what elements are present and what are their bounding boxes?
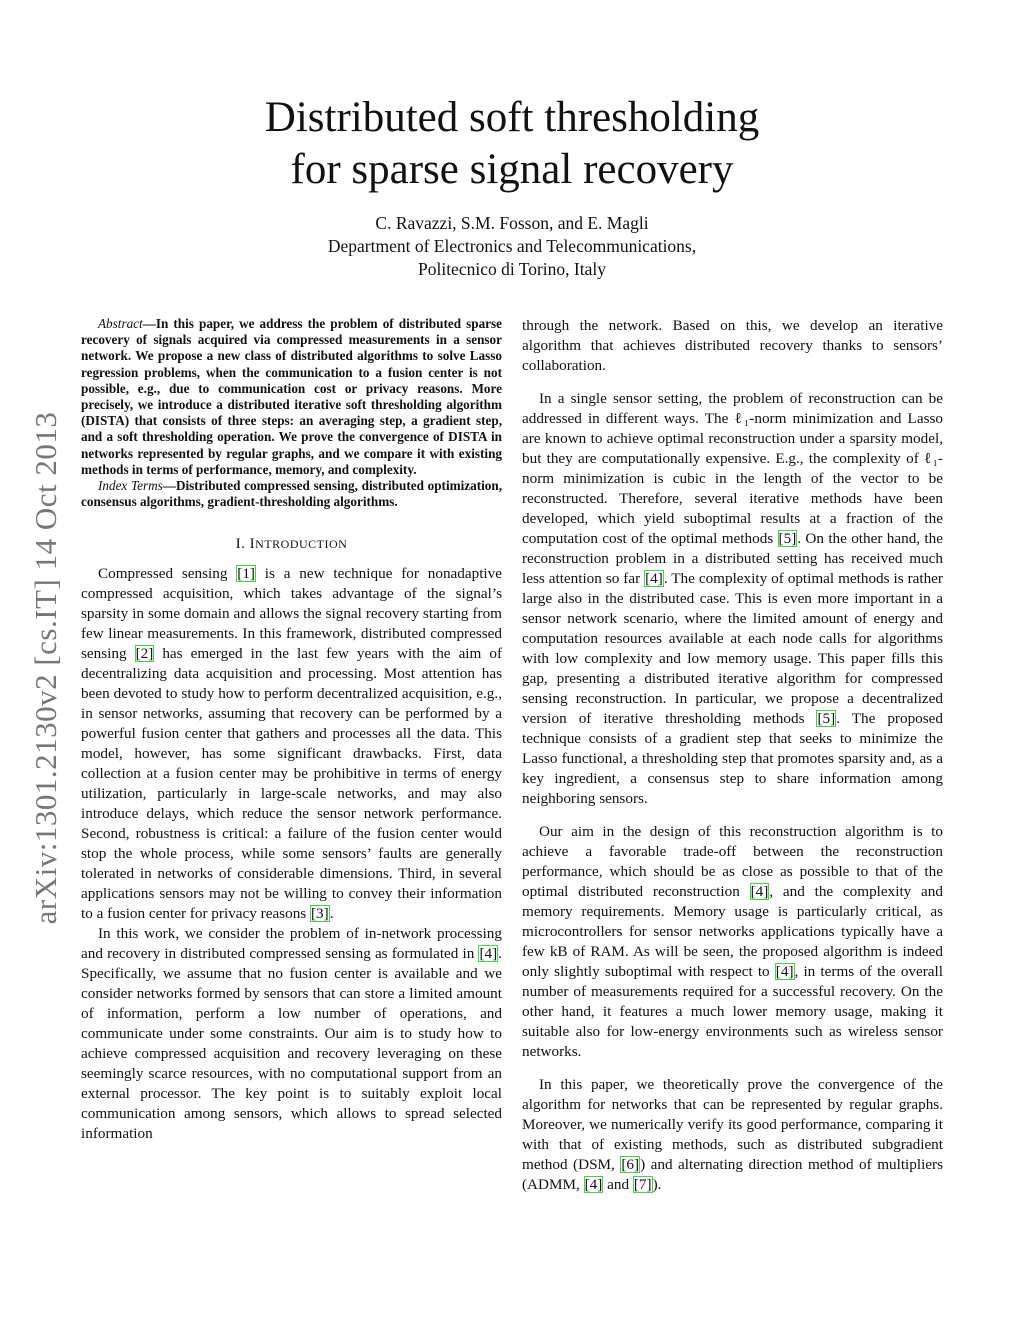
citation-link[interactable]: [5] — [778, 530, 797, 547]
citation-link[interactable]: [4] — [775, 963, 794, 980]
text-run: , in terms of the overall number of measurements required for a successful recovery. On the other hand, it features a much lower memory usage, making it suitable also for low-energy environments such as wireless sensor networks. — [522, 963, 943, 1060]
text-run: ) and alternating direction method of multipliers (ADMM, — [522, 1156, 944, 1193]
citation-link[interactable]: [4] — [584, 1176, 603, 1193]
text-run: In this paper, we theoretically prove the convergence of the algorithm for networks that can be represented by regular graphs. Moreover, we numerically verify its good performance, comparing it with that of existing methods, such as distributed subgradient method (DSM, — [522, 1076, 943, 1173]
author-institution: Politecnico di Torino, Italy — [417, 259, 606, 279]
text-run: In this work, we consider the problem of in-network processing and recovery in distributed compressed sensing as formulated in — [81, 925, 502, 963]
section-title-rest: NTRODUCTION — [255, 537, 348, 552]
index-terms-text: —Distributed compressed sensing, distributed optimization, consensus algorithms, gradient-thresholding algorithms. — [81, 478, 502, 510]
author-block — [0, 212, 1024, 281]
arxiv-stamp-text: arXiv:1301.2130v2 [cs.IT] 14 Oct 2013 — [28, 411, 63, 925]
index-terms — [81, 478, 502, 510]
abstract-text: —In this paper, we address the problem of distributed sparse recovery of signals acquired via compressed measurements in a sensor network. We propose a new class of distributed algorithms to solve Lasso regression problems, when the communication to a fusion center is not possible, e.g., due to communication cost or privacy reasons. More precisely, we introduce a distributed iterative soft thresholding algorithm (DISTA) that consists of three steps: an averaging step, a gradient step, and a soft thresholding operation. We prove the convergence of DISTA in networks represented by regular graphs, and we compare it with existing methods in terms of performance, memory, and complexity. — [81, 316, 502, 477]
text-run: Compressed sensing — [98, 565, 237, 583]
abstract-block — [81, 316, 502, 510]
text-run: . The complexity of optimal methods is rather large also in the distributed case. This is even more important in a sensor network scenario, where the limited amount of energy and computation resources available at each node calls for algorithms with low complexity and low memory usage. This paper fills this gap, presenting a distributed iterative algorithm for compressed sensing reconstruction. In particular, we propose a decentralized version of iterative thresholding methods — [522, 570, 943, 727]
arxiv-stamp — [26, 378, 66, 958]
text-run: ). — [652, 1176, 662, 1193]
section-title-initial: I — [249, 536, 256, 553]
abstract — [81, 316, 502, 478]
left-column — [81, 316, 502, 1144]
text-run: . — [329, 905, 334, 923]
text-run: In a single sensor setting, the problem of reconstruction can be addressed in different ways. The ℓ₁-norm minimization and Lasso are known to achieve optimal reconstruction under a sparsity model, but they are computationally expensive. E.g., the complexity of ℓ₁-norm minimization is cubic in the length of the vector to be reconstructed. Therefore, several iterative methods have been developed, which yield suboptimal results at a fraction of the computation cost of the optimal methods — [522, 390, 943, 547]
title-line-2: for sparse signal recovery — [290, 146, 734, 193]
index-terms-label: Index Terms — [98, 478, 163, 494]
text-run: is a new technique for nonadaptive compressed acquisition, which takes advantage of the signal’s sparsity in some domain and allows the signal recovery starting from few linear measurements. In this framework, distributed compressed sensing — [81, 565, 502, 663]
text-run: , and the complexity and memory requirements. Memory usage is particularly critical, as microcontrollers for sensor networks applications typically have a few kB of RAM. As will be seen, the proposed algorithm is indeed only slightly suboptimal with respect to — [522, 883, 943, 980]
text-run: and — [603, 1176, 633, 1193]
citation-link[interactable]: [4] — [645, 570, 663, 587]
right-column — [522, 316, 943, 1195]
intro-paragraph-4 — [522, 822, 943, 1062]
citation-link[interactable]: [2] — [135, 645, 154, 663]
title-line-1: Distributed soft thresholding — [264, 94, 760, 141]
intro-paragraph-5 — [522, 1075, 943, 1195]
citation-link[interactable]: [4] — [479, 945, 498, 963]
paper-title — [0, 92, 1024, 196]
text-run: . Specifically, we assume that no fusion center is available and we consider networks formed by sensors that can store a limited amount of information, perform a low number of operations, and communicate under some constraints. Our aim is to study how to achieve compressed acquisition and recovery leveraging on these seemingly scarce resources, with no computational support from an external processor. The key point is to suitably exploit local communication among sensors, which allows to spread selected information — [81, 945, 502, 1143]
text-run: . The proposed technique consists of a gradient step that seeks to minimize the Lasso functional, a thresholding step that promotes sparsity and, as a key ingredient, a consensus step to share information among neighboring sensors. — [522, 710, 944, 807]
citation-link[interactable]: [7] — [633, 1176, 652, 1193]
intro-paragraph-2 — [81, 924, 502, 1144]
text-run: . On the other hand, the reconstruction problem in a distributed setting has received much less attention so far — [522, 530, 943, 587]
section-heading-introduction — [81, 534, 502, 554]
citation-link[interactable]: [4] — [750, 883, 769, 900]
author-department: Department of Electronics and Telecommunications, — [327, 236, 697, 256]
intro-paragraph-1 — [81, 564, 502, 924]
intro-paragraph-2-continued: through the network. Based on this, we develop an iterative algorithm that achieves distributed recovery thanks to sensors’ collaboration. — [522, 317, 943, 374]
citation-link[interactable]: [3] — [311, 905, 329, 923]
section-number: I. — [235, 536, 246, 553]
abstract-label: Abstract — [98, 316, 143, 331]
citation-link[interactable]: [6] — [621, 1156, 640, 1173]
text-run: Our aim in the design of this reconstruction algorithm is to achieve a favorable trade-off between the reconstruction performance, which should be as close as possible to that of the optimal distributed reconstruction — [522, 823, 943, 900]
intro-paragraph-3 — [522, 389, 943, 809]
citation-link[interactable]: [1] — [237, 565, 255, 583]
text-run: has emerged in the last few years with the aim of decentralizing data acquisition and processing. Most attention has been devoted to study how to perform decentralized acquisition, e.g., in sensor networks, assuming that recovery can be performed by a powerful fusion center that gathers and processes all the data. This model, however, has some significant drawbacks. First, data collection at a fusion center may be prohibitive in terms of energy utilization, particularly in large-scale networks, and may also introduce delays, which reduce the sensor network performance. Second, robustness is critical: a failure of the fusion center would stop the whole process, while some sensors’ faults are generally tolerated in networks of considerable dimensions. Third, in several applications sensors may not be willing to convey their information to a fusion center for privacy reasons — [81, 645, 503, 923]
citation-link[interactable]: [5] — [817, 710, 836, 727]
author-names: C. Ravazzi, S.M. Fosson, and E. Magli — [375, 213, 649, 233]
